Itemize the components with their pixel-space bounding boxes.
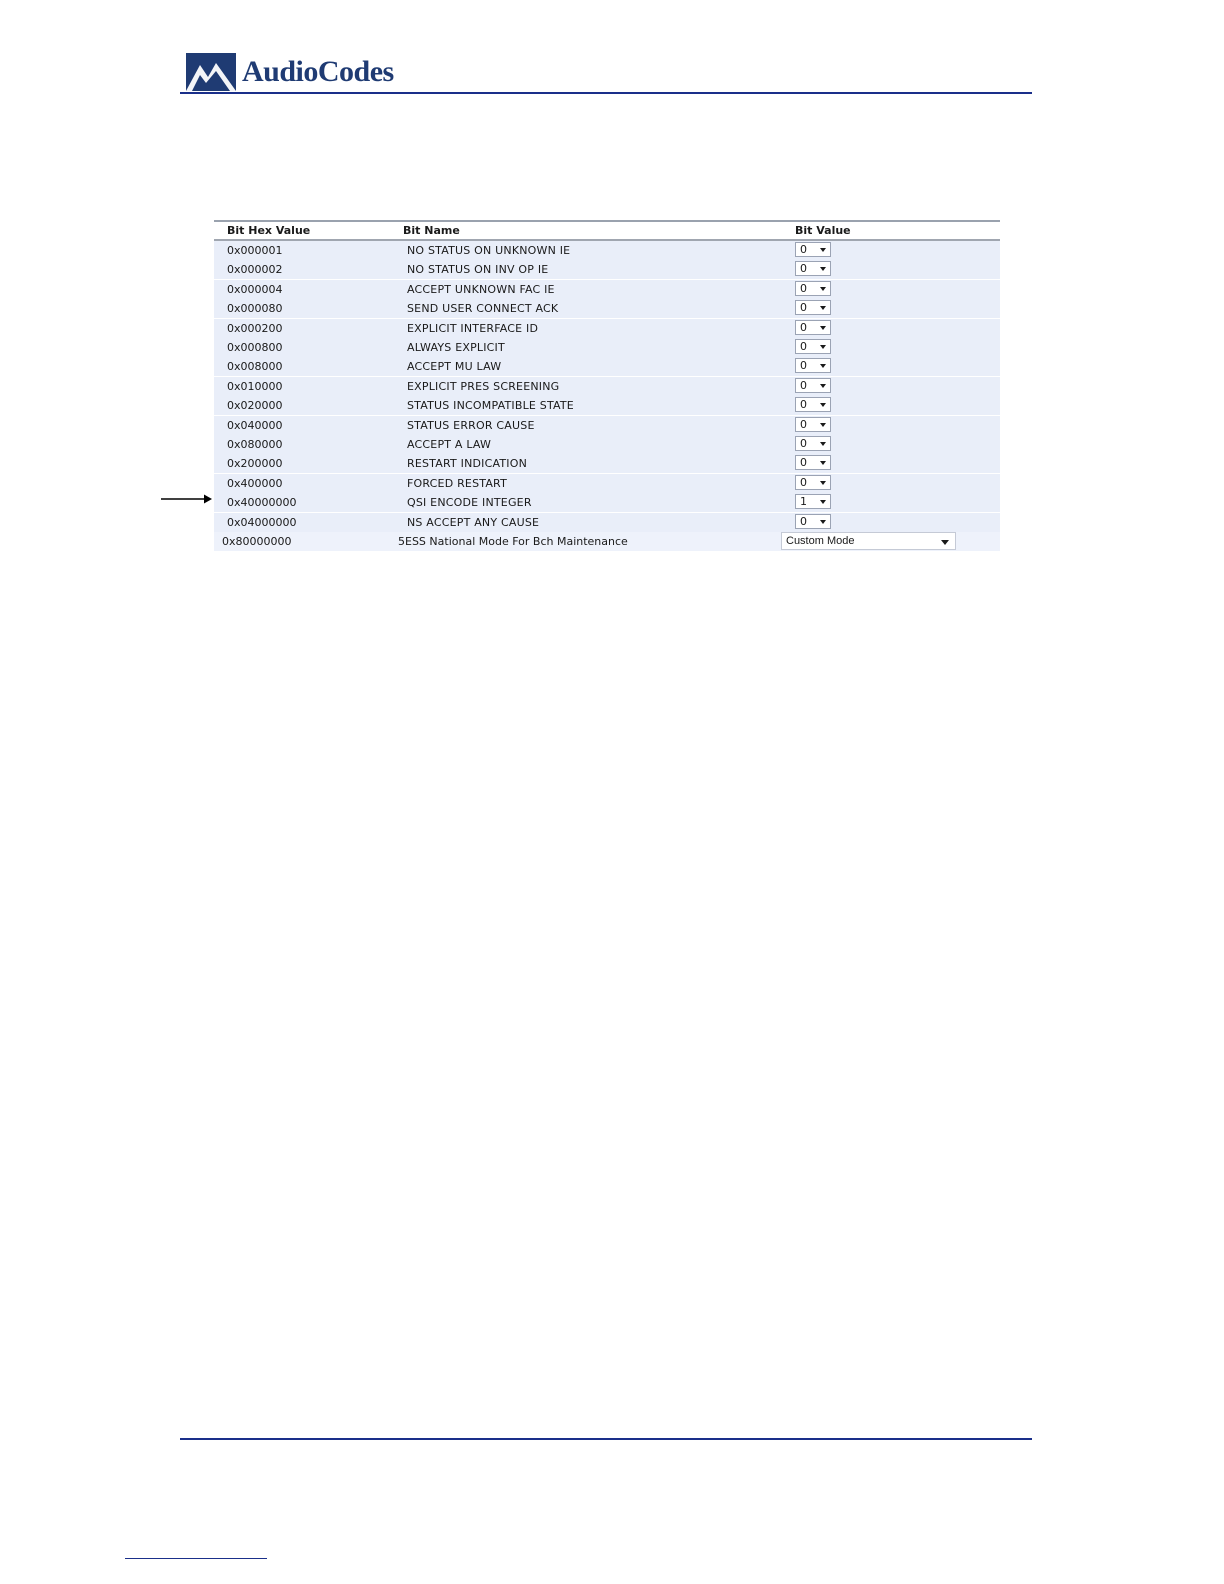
chevron-down-icon[interactable]	[820, 267, 826, 271]
bit-value-select[interactable]	[795, 300, 831, 315]
bit-value: 0	[800, 398, 807, 411]
bit-value: 0	[800, 321, 807, 334]
chevron-down-icon[interactable]	[820, 481, 826, 485]
bit-value-select[interactable]	[795, 261, 831, 276]
table-row	[214, 474, 1000, 494]
table-row	[214, 377, 1000, 397]
table-row-last	[214, 532, 1000, 550]
mode-select[interactable]	[781, 532, 956, 550]
bit-value: 0	[800, 515, 807, 528]
table-row	[214, 513, 1000, 533]
table-row	[214, 299, 1000, 319]
chevron-down-icon[interactable]	[820, 287, 826, 291]
bit-value: 0	[800, 476, 807, 489]
arrow-right-icon	[160, 493, 214, 505]
table-row	[214, 319, 1000, 339]
bit-value-select[interactable]	[795, 436, 831, 451]
chevron-down-icon[interactable]	[820, 345, 826, 349]
chevron-down-icon[interactable]	[820, 500, 826, 504]
row-name: ACCEPT MU LAW	[407, 360, 502, 373]
bit-value: 0	[800, 456, 807, 469]
bit-value: 0	[800, 437, 807, 450]
bit-value-select[interactable]	[795, 417, 831, 432]
chevron-down-icon[interactable]	[820, 423, 826, 427]
table-header	[214, 222, 1000, 241]
table-row	[214, 396, 1000, 416]
row-name: RESTART INDICATION	[407, 457, 528, 470]
column-header-name: Bit Name	[403, 224, 460, 237]
table-row	[214, 435, 1000, 455]
bit-value-select[interactable]	[795, 281, 831, 296]
row-hex: 0x000001	[227, 244, 283, 257]
bit-value-select[interactable]	[795, 455, 831, 470]
row-hex: 0x010000	[227, 380, 283, 393]
chevron-down-icon[interactable]	[820, 384, 826, 388]
audiocodes-logo	[186, 52, 394, 92]
bit-value-select[interactable]	[795, 494, 831, 509]
row-name: EXPLICIT PRES SCREENING	[407, 380, 560, 393]
row-hex: 0x04000000	[227, 516, 297, 529]
row-hex: 0x000004	[227, 283, 283, 296]
table-row	[214, 357, 1000, 377]
row-hex: 0x80000000	[222, 535, 292, 548]
chevron-down-icon[interactable]	[820, 520, 826, 524]
row-hex: 0x020000	[227, 399, 283, 412]
audiocodes-logo-icon	[186, 53, 236, 91]
table-row	[214, 493, 1000, 513]
row-hex: 0x400000	[227, 477, 283, 490]
row-name: FORCED RESTART	[407, 477, 508, 490]
row-hex: 0x40000000	[227, 496, 297, 509]
table-row	[214, 338, 1000, 358]
bit-value: 0	[800, 243, 807, 256]
row-hex: 0x000200	[227, 322, 283, 335]
row-name: STATUS INCOMPATIBLE STATE	[407, 399, 574, 412]
footer-rule	[180, 1438, 1032, 1440]
bit-value-select[interactable]	[795, 475, 831, 490]
row-name: ACCEPT UNKNOWN FAC IE	[407, 283, 555, 296]
bit-value: 1	[800, 495, 807, 508]
footer-underline	[125, 1558, 267, 1559]
chevron-down-icon[interactable]	[820, 248, 826, 252]
chevron-down-icon[interactable]	[820, 403, 826, 407]
chevron-down-icon[interactable]	[941, 540, 949, 545]
table-row	[214, 454, 1000, 474]
row-name: NS ACCEPT ANY CAUSE	[407, 516, 540, 529]
table-row	[214, 416, 1000, 436]
row-name: NO STATUS ON UNKNOWN IE	[407, 244, 571, 257]
bit-value: 0	[800, 340, 807, 353]
bit-table	[214, 220, 1000, 551]
row-name: NO STATUS ON INV OP IE	[407, 263, 549, 276]
bit-value: 0	[800, 262, 807, 275]
header-rule	[180, 92, 1032, 94]
row-hex: 0x040000	[227, 419, 283, 432]
column-header-value: Bit Value	[795, 224, 851, 237]
chevron-down-icon[interactable]	[820, 364, 826, 368]
bit-value-select[interactable]	[795, 378, 831, 393]
table-row	[214, 260, 1000, 280]
bit-value-select[interactable]	[795, 242, 831, 257]
chevron-down-icon[interactable]	[820, 461, 826, 465]
row-name: SEND USER CONNECT ACK	[407, 302, 559, 315]
bit-value-select[interactable]	[795, 320, 831, 335]
table-row	[214, 241, 1000, 261]
bit-value: 0	[800, 301, 807, 314]
bit-value-select[interactable]	[795, 339, 831, 354]
mode-select-value: Custom Mode	[786, 535, 855, 547]
row-name: 5ESS National Mode For Bch Maintenance	[398, 535, 628, 548]
row-hex: 0x008000	[227, 360, 283, 373]
row-name: QSI ENCODE INTEGER	[407, 496, 532, 509]
bit-value: 0	[800, 418, 807, 431]
chevron-down-icon[interactable]	[820, 326, 826, 330]
row-hex: 0x200000	[227, 457, 283, 470]
row-name: STATUS ERROR CAUSE	[407, 419, 535, 432]
bit-value-select[interactable]	[795, 358, 831, 373]
row-name: ACCEPT A LAW	[407, 438, 492, 451]
row-name: ALWAYS EXPLICIT	[407, 341, 505, 354]
row-hex: 0x080000	[227, 438, 283, 451]
bit-value: 0	[800, 379, 807, 392]
row-name: EXPLICIT INTERFACE ID	[407, 322, 539, 335]
bit-value: 0	[800, 282, 807, 295]
column-header-hex: Bit Hex Value	[227, 224, 311, 237]
bit-value-select[interactable]	[795, 397, 831, 412]
bit-value-select[interactable]	[795, 514, 831, 529]
row-hex: 0x000080	[227, 302, 283, 315]
chevron-down-icon[interactable]	[820, 442, 826, 446]
chevron-down-icon[interactable]	[820, 306, 826, 310]
table-row	[214, 280, 1000, 300]
bit-value: 0	[800, 359, 807, 372]
row-hex: 0x000800	[227, 341, 283, 354]
row-hex: 0x000002	[227, 263, 283, 276]
logo-wordmark: AudioCodes	[242, 55, 394, 88]
